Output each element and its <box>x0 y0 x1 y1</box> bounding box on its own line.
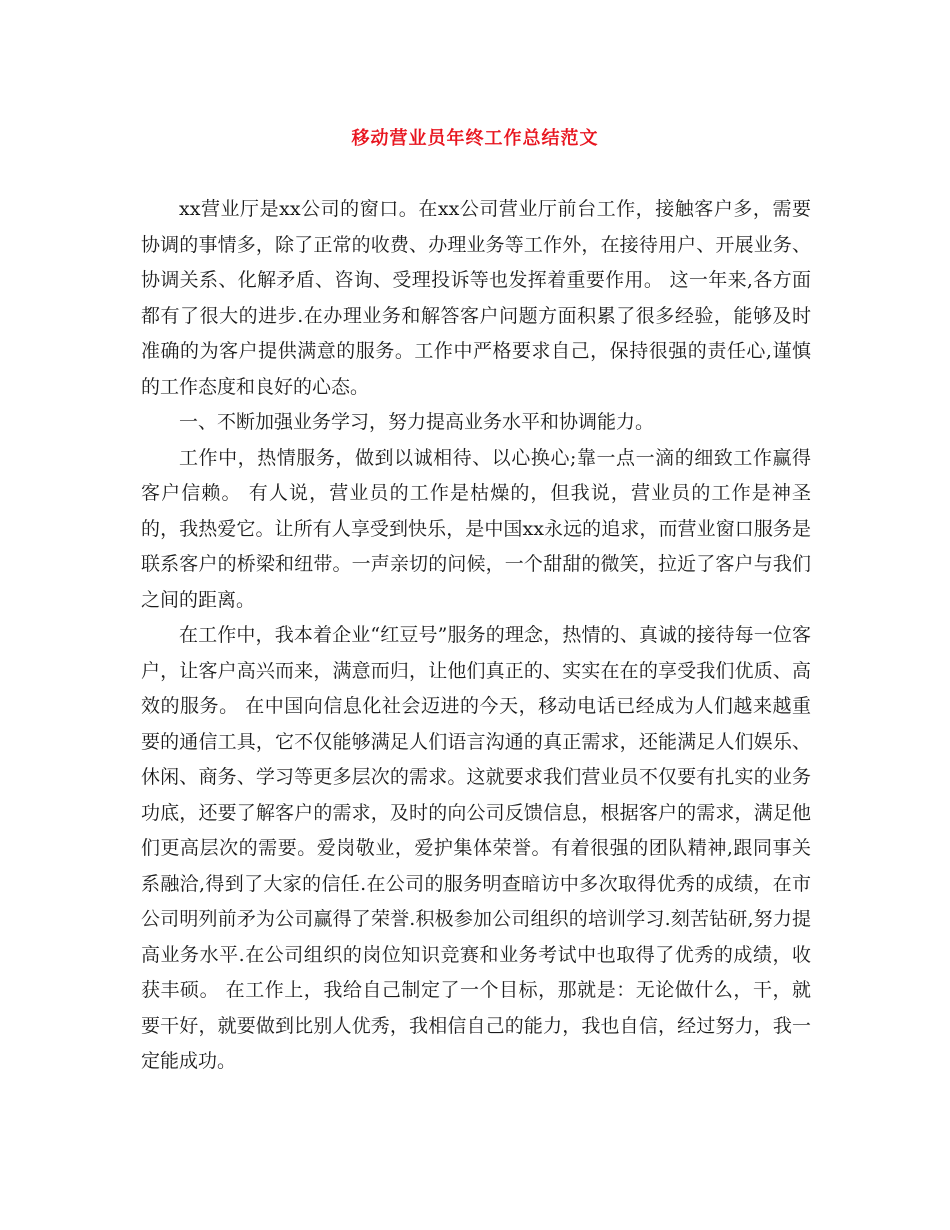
document-title: 移动营业员年终工作总结范文 <box>351 128 599 149</box>
document-body <box>141 192 811 1080</box>
paragraph-work: 在工作中，我本着企业“红豆号”服务的理念，热情的、真诚的接待每一位客户，让客户高兴而来，满意而归，让他们真正的、实实在在的享受我们优质、高效的服务。 在中国向信息化社会迈进的今天，移动电话已经成为人们越来越重要的通信工具，它不仅能够满足人们语言沟通的真正需求，还能满足人们娱乐、休闲、商务、学习等更多层次的需求。这就要求我们营业员不仅要有扎实的业务功底，还要了解客户的需求，及时的向公司反馈信息，根据客户的需求，满足他们更高层次的需要。爱岗敬业，爱护集体荣誉。有着很强的团队精神,跟同事关系融洽,得到了大家的信任.在公司的服务明查暗访中多次取得优秀的成绩，在市公司明列前矛为公司赢得了荣誉.积极参加公司组织的培训学习.刻苦钻研,努力提高业务水平.在公司组织的岗位知识竞赛和业务考试中也取得了优秀的成绩，收获丰硕。 在工作上，我给自己制定了一个目标，那就是：无论做什么，干，就要干好，就要做到比别人优秀，我相信自己的能力，我也自信，经过努力，我一定能成功。 <box>141 624 811 1072</box>
paragraph-heading-1: 一、不断加强业务学习，努力提高业务水平和协调能力。 <box>179 411 655 433</box>
paragraph-intro: xx营业厅是xx公司的窗口。在xx公司营业厅前台工作，接触客户多，需要协调的事情多，除了正常的收费、办理业务等工作外，在接待用户、开展业务、协调关系、化解矛盾、咨询、受理投诉等也发挥着重要作用。 这一年来,各方面都有了很大的进步.在办理业务和解答客户问题方面积累了很多经验，能够及时准确的为客户提供满意的服务。工作中严格要求自己，保持很强的责任心,谨慎的工作态度和良好的心态。 <box>141 198 811 398</box>
paragraph-service: 工作中，热情服务，做到以诚相待、以心换心;靠一点一滴的细致工作赢得客户信赖。 有人说，营业员的工作是枯燥的，但我说，营业员的工作是神圣的，我热爱它。让所有人享受到快乐，是中国xx永远的追求，而营业窗口服务是联系客户的桥梁和纽带。一声亲切的问候，一个甜甜的微笑，拉近了客户与我们之间的距离。 <box>141 446 811 611</box>
